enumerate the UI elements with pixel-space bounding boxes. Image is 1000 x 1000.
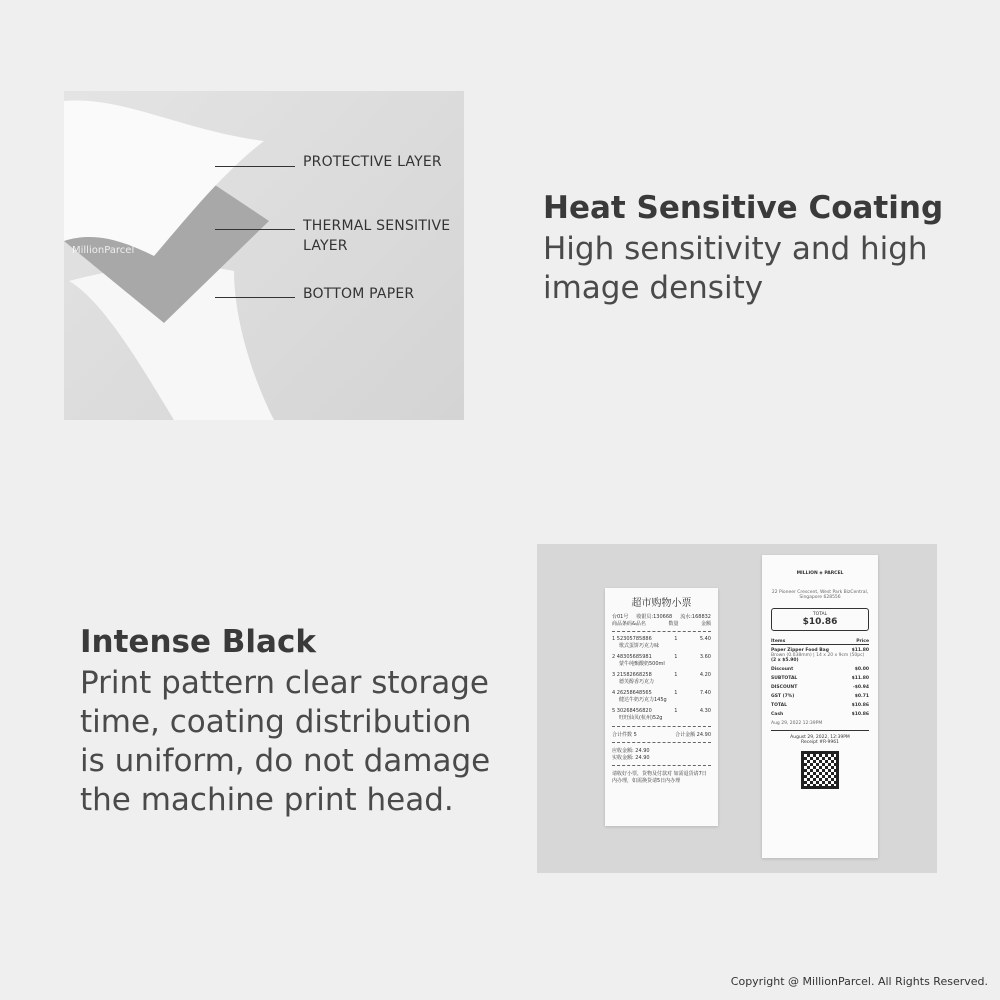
item: Paper Zipper Food Bag: [771, 648, 829, 653]
thermal-layer-label-2: LAYER: [303, 238, 348, 254]
col: Items: [771, 639, 786, 644]
qty: (2 x $5.90): [771, 658, 799, 663]
feature2-title: Intense Black: [80, 624, 316, 660]
cash-date: Aug 29, 2022 12:39PM: [771, 721, 823, 726]
chinese-receipt: [605, 588, 718, 826]
brand: MILLION: [796, 571, 818, 576]
receipt-item: 3 21582668258 1 4.20 德芙醇香巧克力: [612, 672, 711, 685]
receipt-row: Discount $0.00: [771, 667, 869, 672]
feature1-line2: image density: [543, 270, 764, 306]
receipt-item: 4 26258648565 1 7.40 健达牛奶巧克力145g: [612, 690, 711, 703]
feature1-title: Heat Sensitive Coating: [543, 190, 944, 226]
feature2-line: time, coating distribution: [80, 704, 472, 740]
watermark: MillionParcel: [72, 245, 135, 256]
leader-line: [215, 229, 295, 230]
leader-line: [215, 297, 295, 298]
english-receipt: MILLION ◈ PARCEL 22 Pioneer Crescent, West Park BizCentral, Singapore 628556 TOTAL $10.86 Items Price Paper Zipper Food Bag $11.80 Brown (0.038mm) | 14 x 20 x 9cm (50pc) (2 x $5.90) Discount $0.00 SUBTOTAL $11.80 DISCOUNT -$0.94 GST (7%) $0.71 TOTAL $10.86 Cash $10.86 Aug 29, 2022 12:39PM August 29, 2022, 12:39PM Receipt #R-9961: [762, 555, 878, 858]
col: Price: [856, 639, 869, 644]
note: 请收好小票，货物及付款对 如需退货请7日内办理，如需换货请5日内办理: [612, 771, 707, 784]
total: 合计金额 24.90: [675, 732, 711, 738]
total-value: $10.86: [802, 617, 838, 627]
due: 应收金额: 24.90: [612, 748, 650, 754]
price: $11.80: [851, 648, 869, 653]
bottom-paper-label: BOTTOM PAPER: [303, 286, 415, 302]
receipt-no: Receipt #R-9961: [800, 740, 840, 745]
receipt-item: 1 52305785886 1 5.40 歌式蛋饼巧克力味: [612, 636, 711, 649]
receipt-item: 2 48305685981 1 3.60 蒙牛纯甄酸奶500ml: [612, 654, 711, 667]
thermal-layer-label-1: THERMAL SENSITIVE: [303, 218, 451, 234]
receipt-title: 超市购物小票: [631, 598, 692, 609]
address: 22 Pioneer Crescent, West Park BizCentral, Singapore 628556: [771, 590, 869, 600]
meta: 流水:168832: [680, 614, 711, 620]
receipt-row: Cash $10.86: [771, 712, 869, 717]
brand: PARCEL: [824, 571, 844, 576]
desc: Brown (0.038mm) | 14 x 20 x 9cm (50pc): [771, 653, 865, 658]
col: 数量: [668, 621, 679, 627]
receipt-item: 5 30268456820 1 4.30 旺旺仙贝(杭州)52g: [612, 708, 711, 721]
feature1-line1: High sensitivity and high: [543, 231, 928, 267]
count: 合计件数 5: [612, 732, 637, 738]
paid: 实收金额: 24.90: [612, 755, 650, 761]
date: August 29, 2022, 12:39PM: [790, 735, 850, 740]
meta: 台01号: [612, 614, 629, 620]
feature2-line: the machine print head.: [80, 782, 454, 818]
leader-line: [215, 166, 295, 167]
receipt-row: TOTAL $10.86: [771, 703, 869, 708]
total-label: TOTAL: [812, 612, 828, 617]
protective-layer-label: PROTECTIVE LAYER: [303, 154, 442, 170]
copyright: Copyright @ MillionParcel. All Rights Reserved.: [730, 975, 988, 988]
feature2-line: Print pattern clear storage: [80, 665, 490, 701]
meta: 收银员:130668: [636, 614, 673, 620]
feature2-line: is uniform, do not damage: [80, 743, 491, 779]
receipt-row: GST (7%) $0.71: [771, 694, 869, 699]
col: 商品条码&品名: [612, 621, 646, 627]
paper-layers-image: [64, 91, 464, 420]
receipt-row: SUBTOTAL $11.80: [771, 676, 869, 681]
receipt-row: DISCOUNT -$0.94: [771, 685, 869, 690]
qr-code: [801, 751, 839, 789]
col: 金额: [700, 621, 711, 627]
